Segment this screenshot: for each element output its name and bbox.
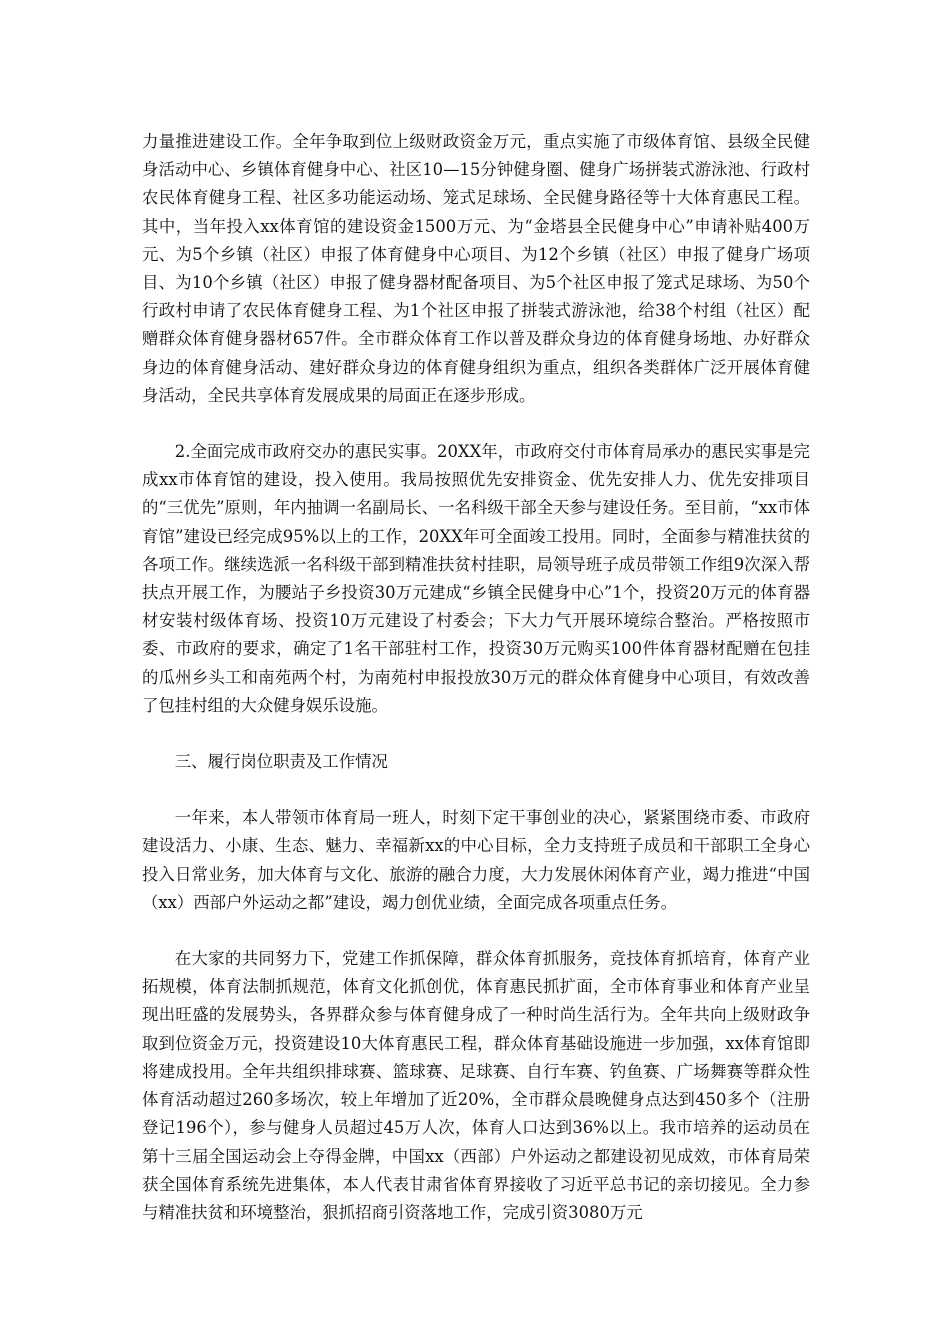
paragraph-duties: 一年来，本人带领市体育局一班人，时刻下定干事创业的决心，紧紧围绕市委、市政府建设活力、小康、生态、魅力、幸福新xx的中心目标，全力支持班子成员和干部职工全身心投入日常业务，加大体育与文化、旅游的融合力度，大力发展休闲体育产业，竭力推进“中国（xx）西部户外运动之都”建设，竭力创优业绩，全面完成各项重点任务。 [142, 808, 810, 912]
paragraph-gap [142, 410, 810, 438]
document-page [142, 128, 810, 1227]
section-heading: 三、履行岗位职责及工作情况 [174, 752, 388, 772]
paragraph-infrastructure: 力量推进建设工作。全年争取到位上级财政资金万元，重点实施了市级体育馆、县级全民健身活动中心、乡镇体育健身中心、社区10—15分钟健身圈、健身广场拼装式游泳池、行政村农民体育健身工程、社区多功能运动场、笼式足球场、全民健身路径等十大体育惠民工程。其中，当年投入xx体育馆的建设资金1500万元、为“金塔县全民健身中心”申请补贴400万元、为5个乡镇（社区）申报了体育健身中心项目、为12个乡镇（社区）申报了健身广场项目、为10个乡镇（社区）申报了健身器材配备项目、为5个社区申报了笼式足球场、为50个行政村申请了农民体育健身工程、为1个社区申报了拼装式游泳池，给38个村组（社区）配赠群众体育健身器材657件。全市群众体育工作以普及群众身边的体育健身场地、办好群众身边的体育健身活动、建好群众身边的体育健身组织为重点，组织各类群体广泛开展体育健身活动，全民共享体育发展成果的局面正在逐步形成。 [142, 132, 810, 405]
paragraph-achievements: 在大家的共同努力下，党建工作抓保障，群众体育抓服务，竞技体育抓培育，体育产业拓规模，体育法制抓规范，体育文化抓创优，体育惠民抓扩面，全市体育事业和体育产业呈现出旺盛的发展势头，各界群众参与体育健身成了一种时尚生活行为。全年共向上级财政争取到位资金万元，投资建设10大体育惠民工程，群众体育基础设施进一步加强，xx体育馆即将建成投用。全年共组织排球赛、篮球赛、足球赛、自行车赛、钓鱼赛、广场舞赛等群众性体育活动超过260多场次，较上年增加了近20%，全市群众晨晚健身点达到450多个（注册登记196个），参与健身人员超过45万人次，体育人口达到36%以上。我市培养的运动员在第十三届全国运动会上夺得金牌，中国xx（西部）户外运动之都建设初见成效，市体育局荣获全国体育系统先进集体，本人代表甘肃省体育界接收了习近平总书记的亲切接见。全力参与精准扶贫和环境整治，狠抓招商引资落地工作，完成引资3080万元 [142, 949, 810, 1222]
paragraph-gap [142, 776, 810, 804]
paragraph-gap [142, 917, 810, 945]
paragraph-public-projects: 2.全面完成市政府交办的惠民实事。20XX年，市政府交付市体育局承办的惠民实事是完成xx市体育馆的建设，投入使用。我局按照优先安排资金、优先安排人力、优先安排项目的“三优先”原则，年内抽调一名副局长、一名科级干部全天参与建设任务。至目前，“xx市体育馆”建设已经完成95%以上的工作，20XX年可全面竣工投用。同时，全面参与精准扶贫的各项工作。继续选派一名科级干部到精准扶贫村挂职，局领导班子成员带领工作组9次深入帮扶点开展工作，为腰站子乡投资30万元建成“乡镇全民健身中心”1个，投资20万元的体育器材安装村级体育场、投资10万元建设了村委会；下大力气开展环境综合整治。严格按照市委、市政府的要求，确定了1名干部驻村工作，投资30万元购买100件体育器材配赠在包挂的瓜州乡头工和南苑两个村，为南苑村申报投放30万元的群众体育健身中心项目，有效改善了包挂村组的大众健身娱乐设施。 [142, 442, 810, 715]
paragraph-gap [142, 720, 810, 748]
